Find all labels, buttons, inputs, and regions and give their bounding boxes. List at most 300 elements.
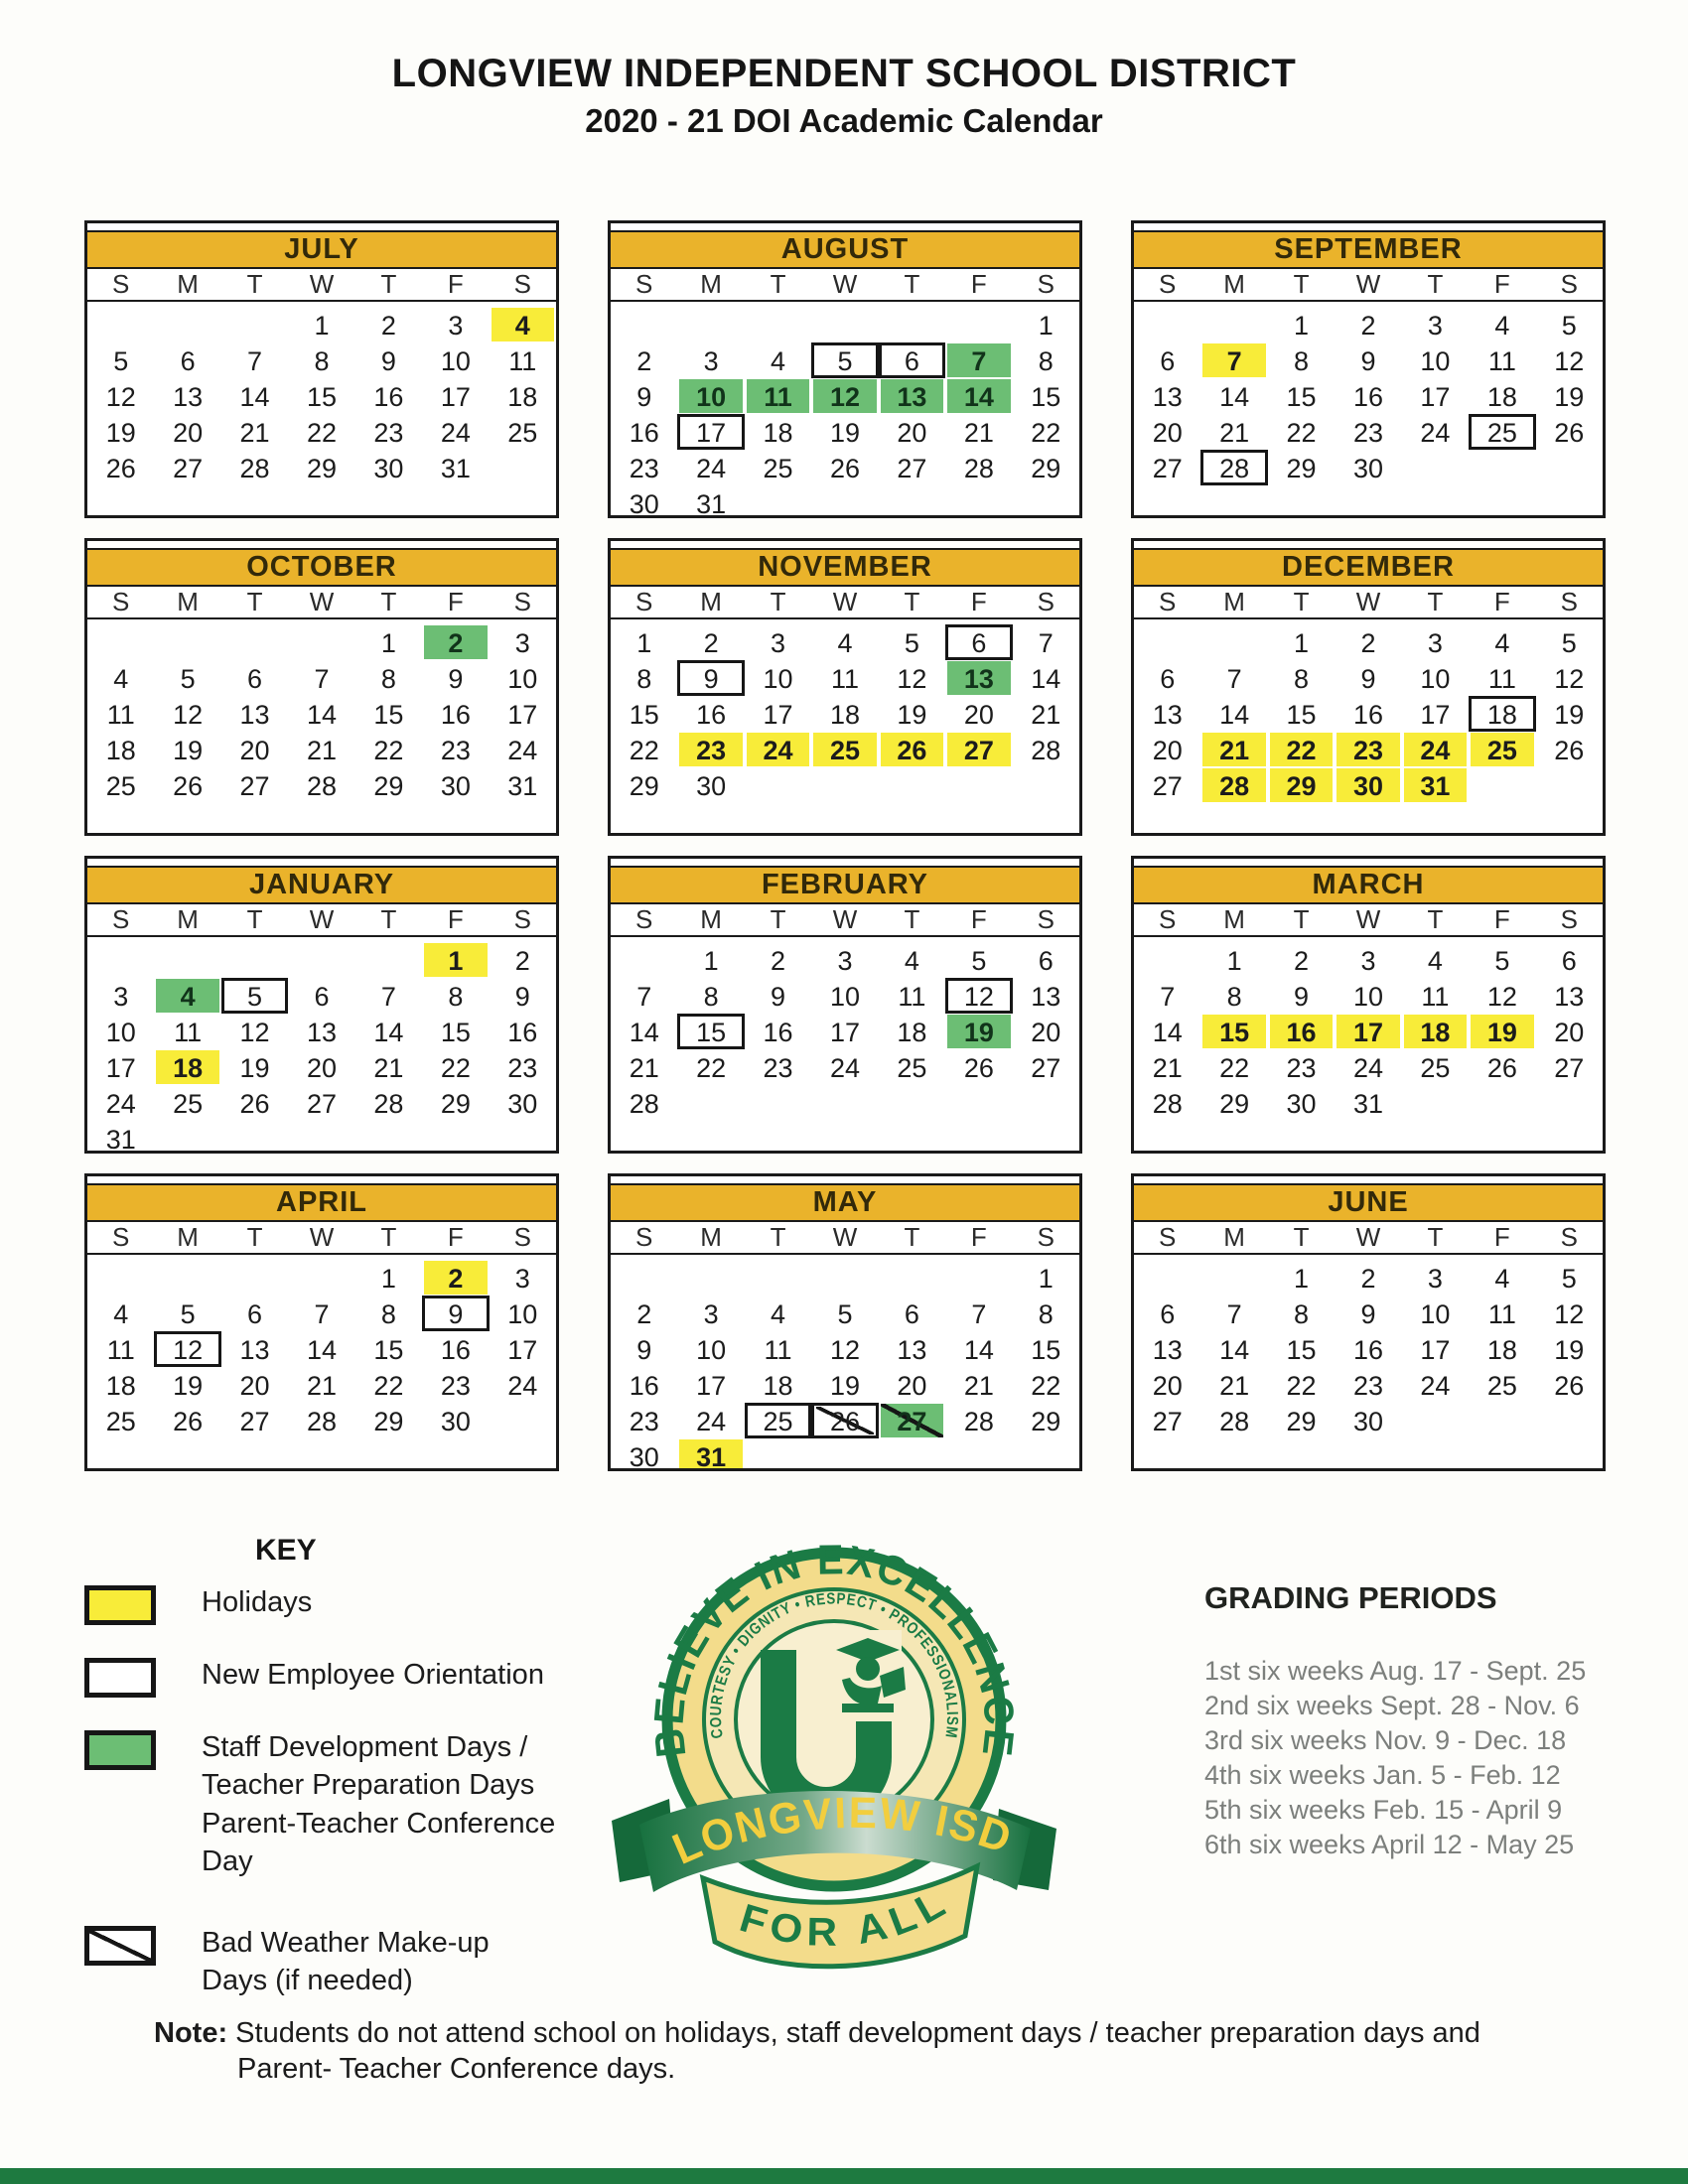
day-cell: 26 — [173, 1407, 204, 1436]
day-cell: 24 — [1420, 1371, 1451, 1401]
day-cell: 17 — [829, 1018, 861, 1047]
day-cell: 1 — [1038, 1264, 1054, 1294]
day-cell: 18 — [105, 1371, 136, 1401]
day-cell: 7 — [1226, 1299, 1242, 1329]
weekday-label: T — [904, 269, 920, 299]
new-employee-orientation-day-cell: 15 — [677, 1014, 744, 1049]
day-cell: 1 — [1294, 311, 1310, 341]
day-cell: 2 — [636, 346, 652, 376]
days-grid — [611, 302, 1079, 518]
grading-period: 5th six weeks Feb. 15 - April 9 — [1204, 1795, 1563, 1825]
day-cell: 21 — [306, 1371, 338, 1401]
month-title: JUNE — [1134, 1183, 1603, 1222]
day-cell: 25 — [105, 1407, 136, 1436]
day-cell: 26 — [1554, 736, 1585, 765]
staff-development-day-cell: 13 — [945, 660, 1012, 696]
day-cell: 20 — [239, 736, 270, 765]
day-cell: 28 — [306, 1407, 338, 1436]
empty-cell — [87, 1260, 154, 1296]
day-cell: 26 — [829, 454, 861, 483]
grading-period: 4th six weeks Jan. 5 - Feb. 12 — [1204, 1760, 1561, 1790]
day-cell: 31 — [507, 771, 538, 801]
month-october — [84, 538, 559, 836]
weekday-label: S — [1560, 587, 1578, 616]
day-cell: 31 — [105, 1125, 136, 1154]
day-cell: 22 — [1286, 1371, 1317, 1401]
weekday-label: F — [447, 904, 464, 934]
day-cell: 23 — [507, 1053, 538, 1083]
day-cell: 20 — [897, 418, 927, 448]
weekday-label: T — [1427, 269, 1444, 299]
empty-cell — [811, 307, 878, 342]
day-cell: 13 — [239, 1335, 270, 1365]
days-grid — [611, 937, 1079, 1121]
weekday-label: T — [1293, 1222, 1310, 1252]
day-cell: 28 — [239, 454, 270, 483]
day-cell: 17 — [1420, 1335, 1451, 1365]
day-cell: 30 — [440, 1407, 471, 1436]
empty-cell — [945, 1260, 1012, 1296]
day-cell: 27 — [173, 454, 204, 483]
weekday-label: W — [1355, 269, 1381, 299]
day-cell: 12 — [1554, 346, 1585, 376]
day-cell: 11 — [174, 1018, 203, 1047]
staff-development-day-cell: 11 — [745, 378, 811, 414]
month-title: FEBRUARY — [611, 866, 1079, 904]
day-cell: 27 — [1031, 1053, 1061, 1083]
day-cell: 13 — [1031, 982, 1061, 1012]
day-cell: 9 — [771, 982, 786, 1012]
day-cell: 2 — [380, 311, 396, 341]
day-cell: 8 — [636, 664, 652, 694]
day-cell: 21 — [1219, 1371, 1250, 1401]
day-cell: 29 — [1286, 454, 1317, 483]
day-cell: 17 — [1420, 700, 1451, 730]
new-employee-orientation-day-cell: 6 — [879, 342, 945, 378]
holidays-swatch-icon — [84, 1585, 156, 1625]
holiday-day-cell: 31 — [1402, 767, 1469, 803]
empty-cell — [221, 624, 288, 660]
empty-cell — [945, 307, 1012, 342]
day-cell: 17 — [507, 1335, 538, 1365]
day-cell: 1 — [380, 1264, 396, 1294]
day-cell: 16 — [763, 1018, 793, 1047]
day-cell: 17 — [696, 1371, 727, 1401]
day-cell: 9 — [514, 982, 530, 1012]
day-cell: 7 — [314, 1299, 330, 1329]
day-cell: 8 — [1038, 1299, 1054, 1329]
day-cell: 19 — [1554, 382, 1585, 412]
day-cell: 10 — [763, 664, 793, 694]
weekday-label: S — [635, 1222, 653, 1252]
day-cell: 27 — [1152, 454, 1183, 483]
month-april — [84, 1173, 559, 1471]
day-cell: 30 — [1286, 1089, 1317, 1119]
staff-development-day-cell: 13 — [879, 378, 945, 414]
day-cell: 18 — [1486, 1335, 1517, 1365]
day-cell: 5 — [1494, 946, 1510, 976]
staff-development-day-cell: 19 — [945, 1014, 1012, 1049]
day-cell: 25 — [897, 1053, 927, 1083]
day-cell: 4 — [1494, 311, 1510, 341]
month-july — [84, 220, 559, 518]
holiday-day-cell: 23 — [677, 732, 744, 767]
weekday-label: M — [1223, 1222, 1245, 1252]
days-grid — [87, 1255, 556, 1438]
weekday-label: T — [1293, 587, 1310, 616]
day-cell: 17 — [507, 700, 538, 730]
day-cell: 22 — [696, 1053, 727, 1083]
weekday-header-row — [87, 1222, 556, 1255]
day-cell: 25 — [1486, 1371, 1517, 1401]
weekday-label: T — [246, 587, 263, 616]
day-cell: 25 — [1420, 1053, 1451, 1083]
empty-cell — [611, 307, 677, 342]
day-cell: 8 — [1294, 1299, 1310, 1329]
day-cell: 2 — [1360, 628, 1376, 658]
day-cell: 4 — [1494, 628, 1510, 658]
day-cell: 3 — [1427, 628, 1443, 658]
day-cell: 16 — [629, 1371, 659, 1401]
day-cell: 24 — [440, 418, 471, 448]
day-cell: 20 — [306, 1053, 338, 1083]
weekday-label: W — [832, 269, 858, 299]
day-cell: 22 — [306, 418, 338, 448]
footnote-line1: Students do not attend school on holidays, staff development days / teacher preparation days and — [235, 2017, 1480, 2049]
day-cell: 11 — [830, 664, 859, 694]
day-cell: 30 — [373, 454, 404, 483]
day-cell: 15 — [629, 700, 659, 730]
legend-title: KEY — [255, 1534, 317, 1567]
day-cell: 11 — [508, 346, 537, 376]
empty-cell — [745, 1260, 811, 1296]
holiday-day-cell: 18 — [154, 1049, 220, 1085]
day-cell: 1 — [1038, 311, 1054, 341]
empty-cell — [154, 942, 220, 978]
logo-bottom-text: FOR ALL — [735, 1879, 956, 1955]
weekday-label: S — [513, 1222, 531, 1252]
day-cell: 16 — [1352, 1335, 1384, 1365]
day-cell: 21 — [1031, 700, 1061, 730]
month-title: MARCH — [1134, 866, 1603, 904]
day-cell: 21 — [1219, 418, 1250, 448]
day-cell: 2 — [703, 628, 719, 658]
day-cell: 22 — [1031, 418, 1061, 448]
days-grid — [87, 619, 556, 803]
weekday-label: W — [1355, 904, 1381, 934]
empty-cell — [154, 307, 220, 342]
legend-item-new-employee-orientation — [84, 1656, 581, 1698]
new-employee-orientation-day-cell: 9 — [677, 660, 744, 696]
holiday-day-cell: 18 — [1402, 1014, 1469, 1049]
day-cell: 15 — [1286, 382, 1317, 412]
day-cell: 21 — [373, 1053, 404, 1083]
day-cell: 10 — [507, 1299, 538, 1329]
day-cell: 22 — [629, 736, 659, 765]
weekday-label: M — [700, 1222, 722, 1252]
weekday-label: T — [770, 1222, 786, 1252]
day-cell: 9 — [448, 664, 464, 694]
holiday-day-cell: 27 — [945, 732, 1012, 767]
day-cell: 15 — [1286, 1335, 1317, 1365]
day-cell: 31 — [440, 454, 471, 483]
new-employee-orientation-day-cell: 5 — [221, 978, 288, 1014]
holiday-day-cell: 19 — [1469, 1014, 1535, 1049]
day-cell: 20 — [1152, 1371, 1183, 1401]
weekday-label: M — [1223, 904, 1245, 934]
weekday-label: T — [1293, 904, 1310, 934]
day-cell: 27 — [306, 1089, 338, 1119]
day-cell: 3 — [1427, 311, 1443, 341]
days-grid — [1134, 619, 1603, 803]
grading-period: 1st six weeks Aug. 17 - Sept. 25 — [1204, 1656, 1587, 1686]
weekday-label: T — [904, 904, 920, 934]
day-cell: 2 — [636, 1299, 652, 1329]
day-cell: 18 — [763, 418, 793, 448]
day-cell: 12 — [897, 664, 927, 694]
new-employee-orientation-day-cell: 18 — [1469, 696, 1535, 732]
holiday-day-cell: 7 — [1200, 342, 1267, 378]
holiday-day-cell: 17 — [1335, 1014, 1401, 1049]
empty-cell — [1200, 1260, 1267, 1296]
day-cell: 19 — [897, 700, 927, 730]
day-cell: 3 — [113, 982, 129, 1012]
bad-weather-makeup-swatch-icon — [84, 1926, 156, 1966]
day-cell: 28 — [1031, 736, 1061, 765]
weekday-label: M — [1223, 587, 1245, 616]
day-cell: 3 — [703, 346, 719, 376]
footnote-label: Note: — [154, 2017, 228, 2049]
day-cell: 31 — [1352, 1089, 1384, 1119]
empty-cell — [87, 307, 154, 342]
day-cell: 18 — [507, 382, 538, 412]
day-cell: 14 — [239, 382, 270, 412]
day-cell: 8 — [314, 346, 330, 376]
day-cell: 20 — [1031, 1018, 1061, 1047]
day-cell: 14 — [1219, 700, 1250, 730]
day-cell: 19 — [239, 1053, 270, 1083]
day-cell: 8 — [448, 982, 464, 1012]
new-employee-orientation-day-cell: 28 — [1200, 450, 1267, 485]
day-cell: 14 — [373, 1018, 404, 1047]
holiday-day-cell: 26 — [879, 732, 945, 767]
day-cell: 9 — [1360, 346, 1376, 376]
month-september — [1131, 220, 1606, 518]
day-cell: 3 — [448, 311, 464, 341]
day-cell: 8 — [380, 1299, 396, 1329]
weekday-header-row — [611, 587, 1079, 619]
day-cell: 3 — [771, 628, 786, 658]
day-cell: 13 — [173, 382, 204, 412]
month-august — [608, 220, 1082, 518]
empty-cell — [154, 624, 220, 660]
day-cell: 3 — [1360, 946, 1376, 976]
day-cell: 5 — [180, 664, 196, 694]
holiday-day-cell: 25 — [1469, 732, 1535, 767]
weekday-label: F — [970, 269, 987, 299]
holiday-day-cell: 22 — [1268, 732, 1335, 767]
day-cell: 11 — [1487, 346, 1516, 376]
day-cell: 27 — [897, 454, 927, 483]
weekday-header-row — [611, 269, 1079, 302]
day-cell: 3 — [1427, 1264, 1443, 1294]
month-title: JANUARY — [87, 866, 556, 904]
empty-cell — [811, 1260, 878, 1296]
day-cell: 13 — [1152, 700, 1183, 730]
empty-cell — [288, 1260, 354, 1296]
weekday-label: F — [970, 587, 987, 616]
weekday-label: W — [309, 1222, 335, 1252]
day-cell: 11 — [106, 700, 135, 730]
weekday-label: S — [112, 587, 130, 616]
empty-cell — [288, 942, 354, 978]
weekday-label: W — [832, 587, 858, 616]
day-cell: 28 — [306, 771, 338, 801]
day-cell: 7 — [247, 346, 263, 376]
day-cell: 22 — [1031, 1371, 1061, 1401]
day-cell: 16 — [1352, 700, 1384, 730]
weekday-label: T — [246, 1222, 263, 1252]
day-cell: 6 — [180, 346, 196, 376]
legend-item-label: New Employee Orientation — [202, 1659, 544, 1691]
day-cell: 23 — [1286, 1053, 1317, 1083]
day-cell: 14 — [1219, 1335, 1250, 1365]
grading-periods — [1204, 1580, 1661, 1862]
day-cell: 10 — [1420, 664, 1451, 694]
month-title: OCTOBER — [87, 548, 556, 587]
day-cell: 14 — [629, 1018, 659, 1047]
weekday-label: M — [1223, 269, 1245, 299]
day-cell: 3 — [837, 946, 853, 976]
weekday-label: T — [246, 269, 263, 299]
empty-cell — [879, 1260, 945, 1296]
longview-isd-seal-icon — [586, 1529, 1082, 1980]
new-employee-orientation-day-cell: 6 — [945, 624, 1012, 660]
day-cell: 27 — [1554, 1053, 1585, 1083]
empty-cell — [87, 942, 154, 978]
day-cell: 10 — [507, 664, 538, 694]
day-cell: 17 — [440, 382, 471, 412]
day-cell: 18 — [897, 1018, 927, 1047]
footnote-line2: Parent- Teacher Conference days. — [237, 2053, 676, 2085]
empty-cell — [677, 1260, 744, 1296]
day-cell: 23 — [1352, 1371, 1384, 1401]
day-cell: 10 — [1420, 1299, 1451, 1329]
empty-cell — [677, 307, 744, 342]
day-cell: 23 — [373, 418, 404, 448]
day-cell: 5 — [1561, 1264, 1577, 1294]
staff-development-day-cell: 4 — [154, 978, 220, 1014]
day-cell: 20 — [897, 1371, 927, 1401]
day-cell: 13 — [1152, 382, 1183, 412]
day-cell: 26 — [1554, 418, 1585, 448]
staff-development-day-cell: 10 — [677, 378, 744, 414]
day-cell: 31 — [696, 489, 727, 518]
day-cell: 20 — [963, 700, 994, 730]
day-cell: 12 — [105, 382, 136, 412]
day-cell: 4 — [904, 946, 919, 976]
day-cell: 6 — [1561, 946, 1577, 976]
holiday-day-cell: 24 — [745, 732, 811, 767]
holiday-day-cell: 21 — [1200, 732, 1267, 767]
day-cell: 19 — [829, 418, 861, 448]
day-cell: 24 — [829, 1053, 861, 1083]
day-cell: 28 — [373, 1089, 404, 1119]
new-employee-orientation-day-cell: 25 — [1469, 414, 1535, 450]
legend-item-label: Staff Development Days / Teacher Preparation Days Parent-Teacher Conference Day — [202, 1731, 556, 1877]
day-cell: 29 — [1286, 1407, 1317, 1436]
day-cell: 23 — [763, 1053, 793, 1083]
holiday-day-cell: 23 — [1335, 732, 1401, 767]
empty-cell — [611, 1260, 677, 1296]
new-employee-orientation-day-cell: 5 — [811, 342, 878, 378]
months-grid — [84, 220, 1606, 1471]
day-cell: 29 — [373, 1407, 404, 1436]
staff-development-day-cell: 14 — [945, 378, 1012, 414]
weekday-label: S — [1037, 269, 1055, 299]
day-cell: 20 — [239, 1371, 270, 1401]
day-cell: 26 — [105, 454, 136, 483]
day-cell: 23 — [440, 1371, 471, 1401]
staff-development-day-cell: 2 — [422, 624, 489, 660]
staff-development-swatch-icon — [84, 1730, 156, 1770]
day-cell: 11 — [764, 1335, 792, 1365]
new-employee-orientation-day-cell: 17 — [677, 414, 744, 450]
day-cell: 13 — [1554, 982, 1585, 1012]
day-cell: 5 — [971, 946, 987, 976]
weekday-header-row — [1134, 1222, 1603, 1255]
weekday-label: T — [380, 587, 397, 616]
month-title: MAY — [611, 1183, 1079, 1222]
month-title: AUGUST — [611, 230, 1079, 269]
empty-cell — [288, 624, 354, 660]
weekday-label: W — [309, 904, 335, 934]
legend-item-holidays — [84, 1583, 581, 1625]
day-cell: 26 — [1486, 1053, 1517, 1083]
day-cell: 3 — [703, 1299, 719, 1329]
day-cell: 6 — [1038, 946, 1054, 976]
day-cell: 18 — [829, 700, 861, 730]
weekday-label: S — [635, 587, 653, 616]
weekday-label: T — [770, 587, 786, 616]
logo-banner-text: LONGVIEW ISD — [665, 1788, 1021, 1874]
day-cell: 13 — [1152, 1335, 1183, 1365]
days-grid — [611, 619, 1079, 803]
day-cell: 2 — [514, 946, 530, 976]
day-cell: 9 — [380, 346, 396, 376]
day-cell: 26 — [963, 1053, 994, 1083]
day-cell: 20 — [1152, 736, 1183, 765]
day-cell: 22 — [440, 1053, 471, 1083]
day-cell: 5 — [1561, 628, 1577, 658]
day-cell: 12 — [1554, 664, 1585, 694]
day-cell: 29 — [1031, 1407, 1061, 1436]
day-cell: 26 — [173, 771, 204, 801]
weekday-label: F — [447, 587, 464, 616]
logo-arc-text: BELIEVE IN EXCELLENCE — [644, 1536, 1024, 1762]
day-cell: 8 — [1226, 982, 1242, 1012]
day-cell: 10 — [105, 1018, 136, 1047]
day-cell: 19 — [173, 1371, 204, 1401]
weekday-label: T — [246, 904, 263, 934]
day-cell: 24 — [507, 736, 538, 765]
day-cell: 7 — [1038, 628, 1054, 658]
weekday-label: M — [177, 1222, 199, 1252]
empty-cell — [611, 942, 677, 978]
day-cell: 1 — [703, 946, 719, 976]
day-cell: 12 — [239, 1018, 270, 1047]
weekday-label: T — [1427, 587, 1444, 616]
